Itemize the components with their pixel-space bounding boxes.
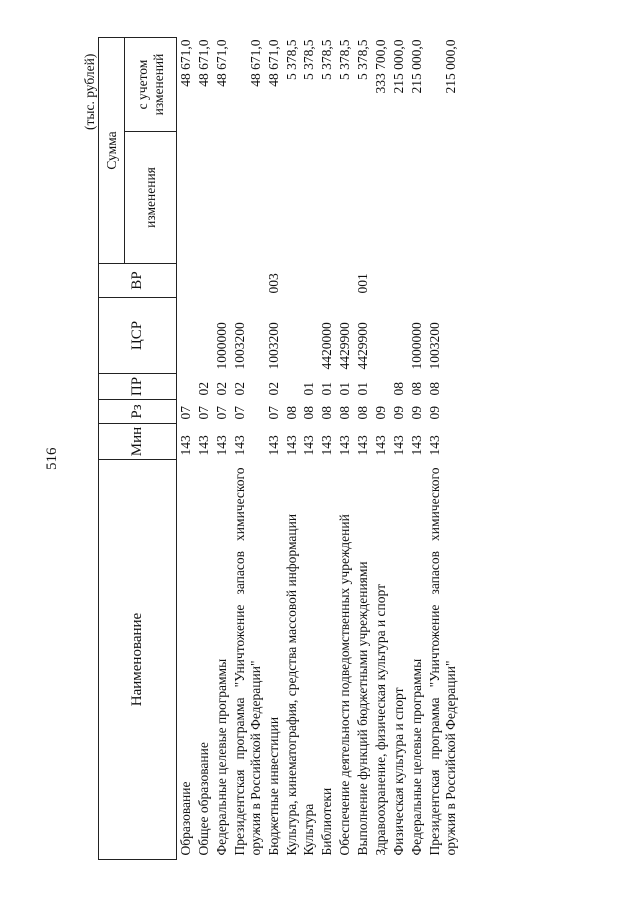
row-changes	[354, 132, 372, 264]
row-csr: 4429900	[355, 322, 371, 370]
row-min: 143	[231, 435, 247, 456]
row-name: Федеральные целевые программы	[213, 658, 229, 856]
row-csr: 1000000	[408, 322, 424, 370]
row-rz: 09	[373, 406, 389, 420]
row-total: 215 000,0	[408, 39, 424, 94]
row-total: 48 671,0	[213, 39, 229, 87]
table-row	[300, 38, 318, 860]
row-changes	[177, 132, 195, 264]
row-min: 143	[373, 435, 389, 456]
row-csr	[195, 298, 213, 374]
row-rz: 07	[195, 406, 211, 420]
row-total: 48 671,0	[178, 39, 193, 87]
row-min: 143	[265, 435, 281, 456]
row-pr: 02	[213, 382, 229, 396]
row-csr	[177, 298, 195, 374]
row-rz: 07	[178, 406, 193, 420]
table-row	[426, 38, 460, 860]
row-rz: 08	[283, 406, 299, 420]
row-name: Образование	[178, 781, 193, 856]
table-row	[372, 38, 390, 860]
row-vr	[408, 264, 426, 298]
row-total: 48 671,0	[265, 39, 281, 87]
row-pr: 08	[391, 382, 407, 396]
row-name: Культура	[301, 803, 317, 856]
row-vr	[390, 264, 408, 298]
row-csr	[283, 298, 301, 374]
row-rz: 07	[231, 406, 247, 420]
row-vr	[300, 264, 318, 298]
row-pr: 02	[265, 382, 281, 396]
row-min: 143	[355, 435, 371, 456]
row-min: 143	[195, 435, 211, 456]
row-min: 143	[337, 435, 353, 456]
row-pr: 01	[355, 382, 371, 396]
row-vr	[231, 264, 265, 298]
table-row	[318, 38, 336, 860]
row-pr	[177, 374, 195, 400]
row-min: 143	[408, 435, 424, 456]
header-min: Мин	[99, 424, 177, 460]
row-rz: 09	[408, 406, 424, 420]
row-csr: 4429900	[337, 322, 353, 370]
row-changes	[408, 132, 426, 264]
row-total: 5 378,5	[319, 39, 335, 80]
row-name: Физическая культура и спорт	[391, 687, 407, 856]
units-label: (тыс. рублей)	[82, 53, 97, 130]
row-vr	[318, 264, 336, 298]
row-rz: 09	[391, 406, 407, 420]
row-csr: 1003200	[231, 322, 247, 370]
table-row	[265, 38, 283, 860]
table-row	[177, 38, 195, 860]
row-min: 143	[213, 435, 229, 456]
header-rz: Рз	[99, 400, 177, 424]
row-rz: 08	[301, 406, 317, 420]
row-vr: 003	[265, 273, 281, 294]
row-rz: 08	[355, 406, 371, 420]
header-name: Наименование	[99, 460, 177, 860]
row-vr	[177, 264, 195, 298]
row-changes	[372, 132, 390, 264]
row-csr	[300, 298, 318, 374]
row-name: Библиотеки	[319, 787, 335, 856]
table-row	[408, 38, 426, 860]
row-vr	[195, 264, 213, 298]
row-pr: 01	[319, 382, 335, 396]
row-min: 143	[301, 435, 317, 456]
row-changes	[300, 132, 318, 264]
row-total: 48 671,0	[195, 39, 211, 87]
table-row	[213, 38, 231, 860]
row-name: Президентская программа "Уничтожение запасов химического оружия в Российской Федерации"	[231, 467, 263, 856]
table-body	[177, 38, 460, 860]
row-csr: 1000000	[213, 322, 229, 370]
row-pr: 01	[301, 382, 317, 396]
row-changes	[231, 132, 265, 264]
row-changes	[318, 132, 336, 264]
row-name: Здравоохранение, физическая культура и спорт	[373, 584, 389, 856]
row-vr	[336, 264, 354, 298]
header-csr: ЦСР	[99, 298, 177, 374]
row-changes	[283, 132, 301, 264]
row-pr	[372, 374, 390, 400]
header-sum: Сумма	[99, 38, 125, 264]
row-total: 215 000,0	[442, 39, 458, 94]
row-csr	[372, 298, 390, 374]
table-row	[336, 38, 354, 860]
row-min: 143	[178, 435, 193, 456]
row-vr	[426, 264, 460, 298]
row-rz: 07	[213, 406, 229, 420]
row-min: 143	[283, 435, 299, 456]
row-total: 48 671,0	[247, 39, 263, 87]
row-pr: 01	[337, 382, 353, 396]
table-row	[195, 38, 213, 860]
row-pr: 08	[426, 382, 442, 396]
row-vr	[372, 264, 390, 298]
row-rz: 09	[426, 406, 442, 420]
row-vr: 001	[355, 273, 371, 294]
table-row	[283, 38, 301, 860]
row-changes	[390, 132, 408, 264]
row-rz: 08	[337, 406, 353, 420]
header-changes: изменения	[125, 132, 177, 264]
row-csr: 4420000	[319, 322, 335, 370]
row-total: 5 378,5	[283, 39, 299, 80]
row-name: Бюджетные инвестиции	[265, 716, 281, 856]
row-pr: 08	[408, 382, 424, 396]
table-row	[231, 38, 265, 860]
table-row	[354, 38, 372, 860]
header-pr: ПР	[99, 374, 177, 400]
row-vr	[283, 264, 301, 298]
row-vr	[213, 264, 231, 298]
row-total: 215 000,0	[391, 39, 407, 94]
row-csr: 1003200	[265, 322, 281, 370]
row-min: 143	[319, 435, 335, 456]
row-pr: 02	[195, 382, 211, 396]
row-total: 5 378,5	[301, 39, 317, 80]
header-with-changes: с учетом изменений	[125, 38, 177, 132]
row-csr	[390, 298, 408, 374]
row-total: 5 378,5	[355, 39, 371, 80]
header-vr: ВР	[99, 264, 177, 298]
row-changes	[336, 132, 354, 264]
row-changes	[195, 132, 213, 264]
row-changes	[265, 132, 283, 264]
row-rz: 08	[319, 406, 335, 420]
row-total: 5 378,5	[337, 39, 353, 80]
row-name: Общее образование	[195, 742, 211, 856]
page-number: 516	[44, 447, 60, 470]
row-name: Культура, кинематография, средства массовой информации	[283, 513, 299, 856]
budget-table	[98, 37, 460, 860]
row-name: Федеральные целевые программы	[408, 658, 424, 856]
row-name: Выполнение функций бюджетными учреждениями	[355, 561, 371, 856]
row-name: Президентская программа "Уничтожение запасов химического оружия в Российской Федерации"	[426, 467, 458, 856]
row-changes	[426, 132, 460, 264]
row-name: Обеспечение деятельности подведомственных учреждений	[337, 514, 353, 856]
row-min: 143	[426, 435, 442, 456]
row-pr: 02	[231, 382, 247, 396]
row-pr	[283, 374, 301, 400]
row-total: 333 700,0	[373, 39, 389, 94]
row-min: 143	[391, 435, 407, 456]
row-csr: 1003200	[426, 322, 442, 370]
table-row	[390, 38, 408, 860]
row-changes	[213, 132, 231, 264]
row-rz: 07	[265, 406, 281, 420]
